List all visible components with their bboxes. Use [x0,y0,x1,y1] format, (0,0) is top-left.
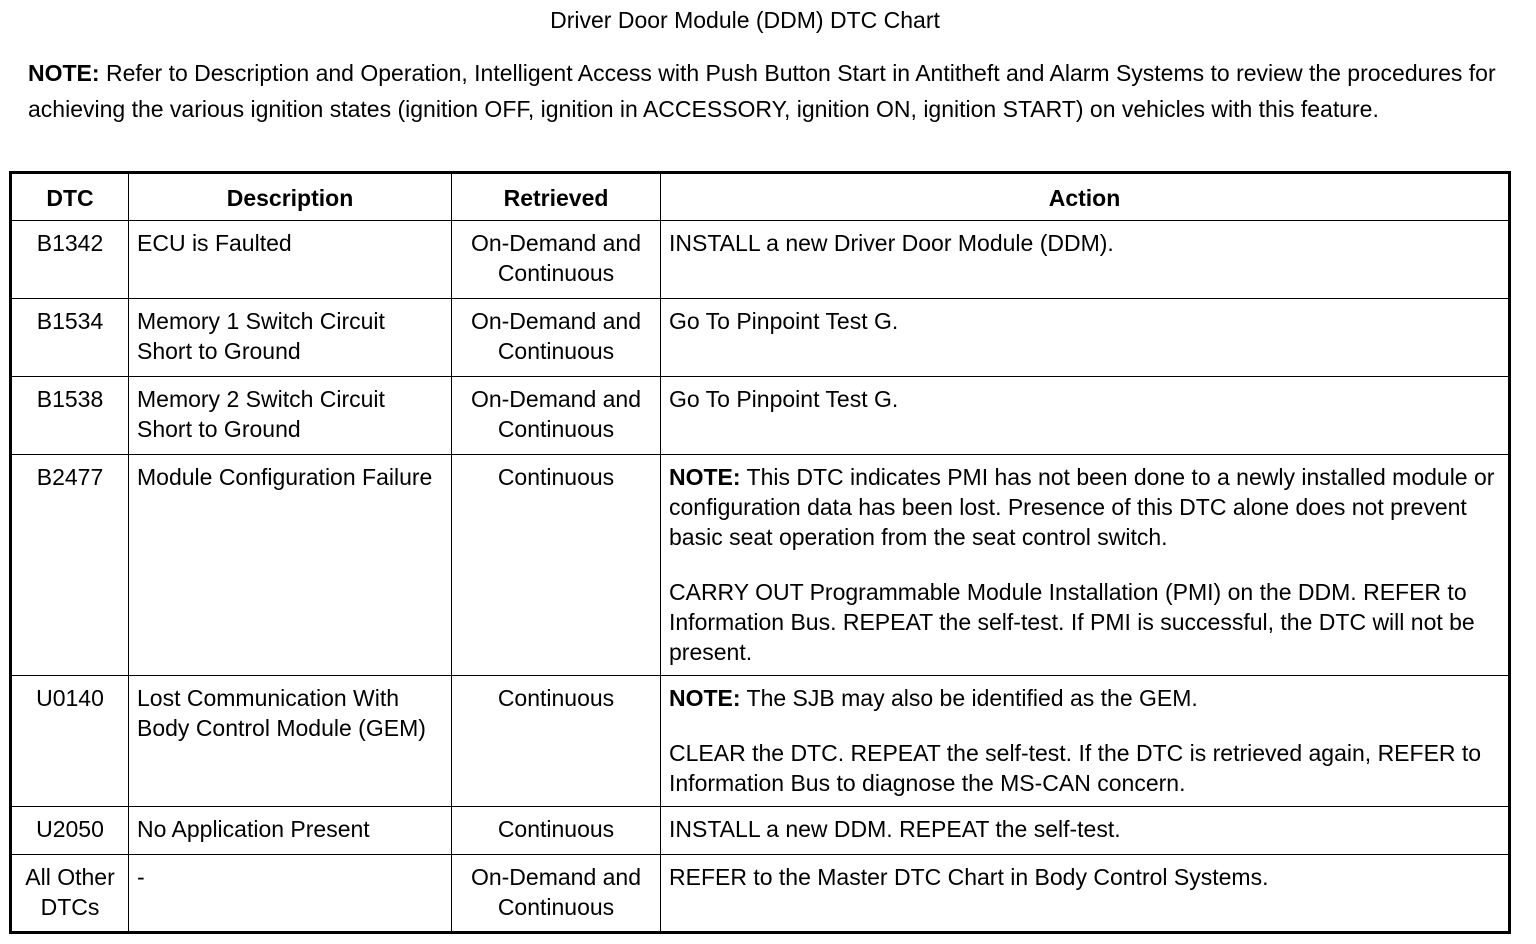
cell-retrieved: On-Demand and Continuous [452,299,661,377]
action-note-label: NOTE: [669,685,741,711]
intro-note [28,55,1498,127]
table-row [11,455,1510,676]
table-row [11,855,1510,933]
header-description: Description [129,173,452,221]
cell-description: - [129,855,452,933]
action-text: REFER to the Master DTC Chart in Body Control Systems. [669,864,1269,890]
cell-retrieved: Continuous [452,676,661,807]
cell-retrieved: On-Demand and Continuous [452,377,661,455]
cell-description: Lost Communication With Body Control Module (GEM) [129,676,452,807]
intro-note-label: NOTE: [28,60,100,86]
cell-dtc: U0140 [11,676,129,807]
table-row [11,299,1510,377]
cell-description: ECU is Faulted [129,221,452,299]
header-dtc: DTC [11,173,129,221]
dtc-table [9,171,1511,934]
cell-dtc: U2050 [11,807,129,855]
cell-description: Memory 2 Switch Circuit Short to Ground [129,377,452,455]
action-note-label: NOTE: [669,464,741,490]
cell-retrieved: On-Demand and Continuous [452,855,661,933]
cell-dtc: B1342 [11,221,129,299]
action-text: CARRY OUT Programmable Module Installation (PMI) on the DDM. REFER to Information Bus. REPEAT the self-test. If PMI is successful, the DTC will not be present. [669,579,1475,665]
intro-note-text: Refer to Description and Operation, Intelligent Access with Push Button Start in Antitheft and Alarm Systems to review the procedures for achieving the various ignition states (ignition OFF, ignition in ACCESSORY, ignition ON, ignition START) on vehicles with this feature. [28,60,1496,122]
action-text: INSTALL a new DDM. REPEAT the self-test. [669,816,1121,842]
action-note-text: This DTC indicates PMI has not been done to a newly installed module or configuration data has been lost. Presence of this DTC alone does not prevent basic seat operation from the seat control switch. [669,464,1495,550]
cell-action [661,221,1510,299]
cell-retrieved: Continuous [452,455,661,676]
cell-action [661,455,1510,676]
cell-retrieved: On-Demand and Continuous [452,221,661,299]
page-title: Driver Door Module (DDM) DTC Chart [550,7,940,33]
table-row [11,221,1510,299]
cell-dtc: All Other DTCs [11,855,129,933]
action-text: INSTALL a new Driver Door Module (DDM). [669,230,1114,256]
cell-action [661,377,1510,455]
cell-dtc: B1538 [11,377,129,455]
cell-description: Module Configuration Failure [129,455,452,676]
cell-action [661,676,1510,807]
cell-action [661,299,1510,377]
table-row [11,377,1510,455]
action-text: Go To Pinpoint Test G. [669,386,899,412]
action-note [669,462,1500,552]
action-note-text: The SJB may also be identified as the GEM. [740,685,1198,711]
cell-action [661,855,1510,933]
cell-description: No Application Present [129,807,452,855]
cell-description: Memory 1 Switch Circuit Short to Ground [129,299,452,377]
table-row [11,676,1510,807]
cell-dtc: B1534 [11,299,129,377]
table-header-row [11,173,1510,221]
cell-dtc: B2477 [11,455,129,676]
header-retrieved: Retrieved [452,173,661,221]
cell-action [661,807,1510,855]
action-note [669,683,1500,713]
cell-retrieved: Continuous [452,807,661,855]
header-action: Action [661,173,1510,221]
action-text: Go To Pinpoint Test G. [669,308,899,334]
action-text: CLEAR the DTC. REPEAT the self-test. If the DTC is retrieved again, REFER to Information Bus to diagnose the MS-CAN concern. [669,740,1482,796]
table-row [11,807,1510,855]
